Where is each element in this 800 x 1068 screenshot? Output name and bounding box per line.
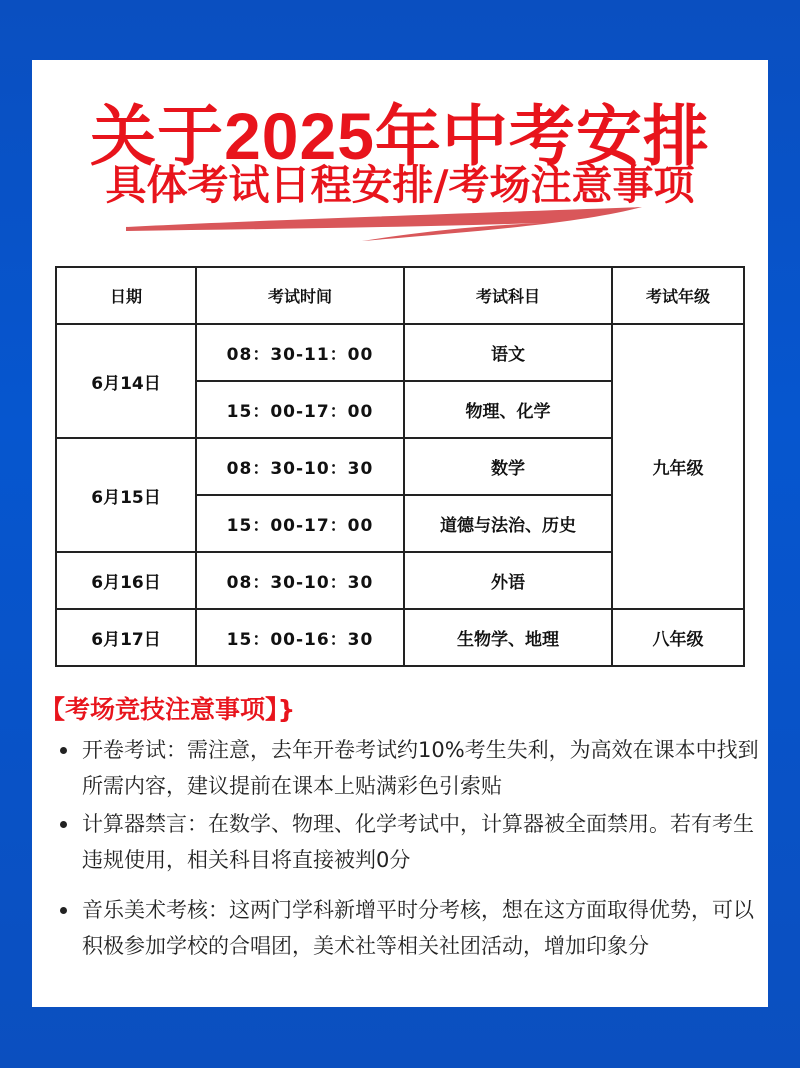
date-cell: 6月14日 (56, 324, 196, 438)
header-subject: 考试科目 (404, 267, 612, 324)
table-header-row (56, 267, 744, 324)
table-row (56, 324, 744, 381)
subject-cell: 道德与法治、历史 (404, 495, 612, 552)
time-cell: 08：30-10：30 (196, 438, 404, 495)
bullet-icon (60, 747, 67, 754)
page-subtitle: 具体考试日程安排/考场注意事项 (105, 161, 695, 209)
notes-list (54, 732, 764, 966)
grade-cell: 九年级 (612, 324, 744, 609)
date-cell: 6月16日 (56, 552, 196, 609)
date-cell: 6月17日 (56, 609, 196, 666)
brush-stroke-decoration (122, 205, 682, 245)
bullet-icon (60, 821, 67, 828)
list-item (54, 732, 764, 804)
list-item (54, 892, 764, 964)
grade-cell: 八年级 (612, 609, 744, 666)
poster-card (32, 60, 768, 1007)
notes-heading: 【考场竞技注意事项】} (40, 695, 296, 724)
time-cell: 08：30-10：30 (196, 552, 404, 609)
page-title: 关于2025年中考安排 (90, 99, 710, 173)
bullet-icon (60, 907, 67, 914)
header-time: 考试时间 (196, 267, 404, 324)
subject-cell: 外语 (404, 552, 612, 609)
time-cell: 15：00-16：30 (196, 609, 404, 666)
time-cell: 08：30-11：00 (196, 324, 404, 381)
exam-schedule-table (55, 266, 745, 667)
header-date: 日期 (56, 267, 196, 324)
subject-cell: 数学 (404, 438, 612, 495)
note-text: 开卷考试：需注意，去年开卷考试约10%考生失利，为高效在课本中找到所需内容，建议提前在课本上贴满彩色引索贴 (82, 738, 759, 798)
header-grade: 考试年级 (612, 267, 744, 324)
time-cell: 15：00-17：00 (196, 381, 404, 438)
subject-cell: 语文 (404, 324, 612, 381)
subject-cell: 物理、化学 (404, 381, 612, 438)
list-item (54, 806, 764, 878)
date-cell: 6月15日 (56, 438, 196, 552)
note-text: 计算器禁言：在数学、物理、化学考试中，计算器被全面禁用。若有考生违规使用，相关科目将直接被判0分 (82, 812, 754, 872)
note-text: 音乐美术考核：这两门学科新增平时分考核，想在这方面取得优势，可以积极参加学校的合唱团，美术社等相关社团活动，增加印象分 (82, 898, 754, 958)
table-row (56, 609, 744, 666)
time-cell: 15：00-17：00 (196, 495, 404, 552)
subject-cell: 生物学、地理 (404, 609, 612, 666)
